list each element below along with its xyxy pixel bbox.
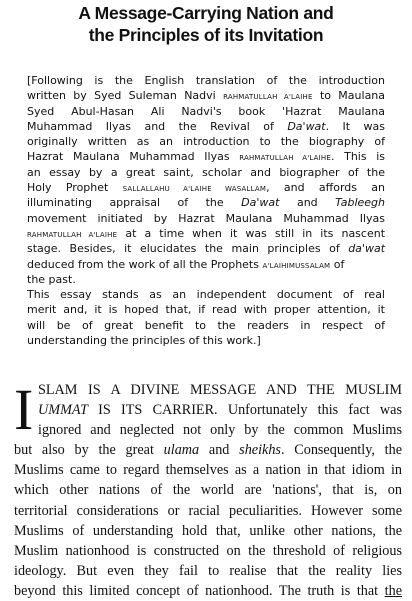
body-line: territorial considerations or racial peculiarities. However some [14, 502, 402, 519]
intro-line: merit and, it is hoped that, if read with proper attention, it [27, 303, 385, 317]
translator-introduction [27, 73, 385, 348]
italic-term: Da'wat [287, 119, 326, 133]
body-line: Muslims came to regard themselves as a nation in that idiom in [14, 462, 402, 479]
drop-cap: I [14, 377, 34, 442]
body-text-span: and [208, 442, 230, 459]
intro-text: , and affords an [266, 181, 385, 195]
intro-line: originally written as an introduction to the biography of [27, 135, 385, 149]
body-text-span: . Consequently, the [280, 442, 403, 459]
intro-text: stage. Besides, it elucidates the main principles of [27, 242, 340, 256]
body-line [14, 440, 402, 460]
honorific: RAHMATULLAH A'LAIHE [239, 154, 331, 163]
title-line-1: A Message-Carrying Nation and [78, 3, 334, 23]
intro-text: . It was [325, 119, 386, 133]
intro-text: Muhammad Ilyas and the Revival of [27, 119, 274, 133]
intro-line [27, 180, 385, 195]
italic-term: Tableegh [335, 196, 385, 210]
honorific: RAHMATULLAH A'LAIHE [223, 93, 313, 102]
italic-term: UMMAT [38, 402, 88, 419]
intro-line [27, 241, 385, 256]
body-line [14, 400, 402, 420]
underlined-word: the [384, 582, 403, 599]
intro-text: Holy Prophet [27, 181, 109, 195]
italic-term: ulama [163, 442, 200, 459]
intro-line [27, 119, 385, 134]
title-line-2: the Principles of its Invitation [88, 25, 324, 45]
body-line: ignored and neglected not only by the common Muslims [38, 422, 402, 439]
intro-text: deduced from the work of all the Prophets [27, 257, 259, 271]
intro-line: will be of great benefit to the readers in respect of [27, 318, 385, 332]
intro-line [27, 257, 385, 272]
honorific: SALLALLAHU A'LAIHE WASALLAM [122, 185, 267, 194]
chapter-title [0, 2, 412, 46]
intro-line: the past. [27, 272, 76, 286]
intro-text: . This is [330, 150, 385, 164]
body-line: Muslims of understanding hold that, unlike other nations, the [14, 522, 402, 539]
italic-term: da'wat [348, 242, 386, 256]
body-text-span: IS ITS CARRIER. Unfortunately this fact was [98, 402, 402, 419]
intro-line: This essay stands as an independent document of real [27, 288, 385, 302]
body-line: which other nations of the world are 'nations', that is, on [14, 482, 402, 499]
body-text-span: beyond this limited concept of nationhood. The truth is that [14, 582, 379, 599]
intro-line: movement initiated by Hazrat Maulana Muhammad Ilyas [27, 211, 385, 225]
intro-text: Hazrat Maulana Muhammad Ilyas [27, 150, 230, 164]
intro-line: Syed Abul-Hasan Ali Nadvi's book 'Hazrat Maulana [27, 104, 385, 118]
body-text [14, 377, 403, 601]
italic-term: sheikhs [239, 442, 281, 459]
body-line: SLAM IS A DIVINE MESSAGE AND THE MUSLIM [38, 382, 402, 398]
intro-line: [Following is the English translation of the introduction [27, 74, 385, 87]
intro-line [27, 149, 385, 164]
intro-line: an essay by a great saint, scholar and biographer of the [27, 165, 385, 179]
intro-text: and [296, 196, 318, 210]
intro-line [27, 195, 385, 210]
intro-line [27, 88, 385, 103]
intro-text: illuminating appraisal of the [27, 196, 224, 210]
body-text-span: but also by the great [14, 442, 154, 459]
honorific: RAHMATULLAH A'LAIHE [27, 230, 118, 239]
body-line: ideology. But even they fail to realise that the reality lies [14, 562, 402, 579]
intro-text: at a time when it was still in its nascent [125, 226, 386, 240]
body-line [14, 581, 402, 601]
intro-line: understanding the principles of this work.] [27, 334, 261, 348]
intro-text: of [333, 257, 345, 271]
italic-term: Da'wat [241, 196, 280, 210]
intro-text: written by Syed Suleman Nadvi [27, 89, 216, 103]
intro-line [27, 226, 385, 241]
intro-text: to Maulana [319, 89, 386, 103]
body-line: Muslim nationhood is constructed on the threshold of religious [14, 542, 402, 559]
honorific: A'LAIHIMUSSALAM [262, 261, 331, 270]
